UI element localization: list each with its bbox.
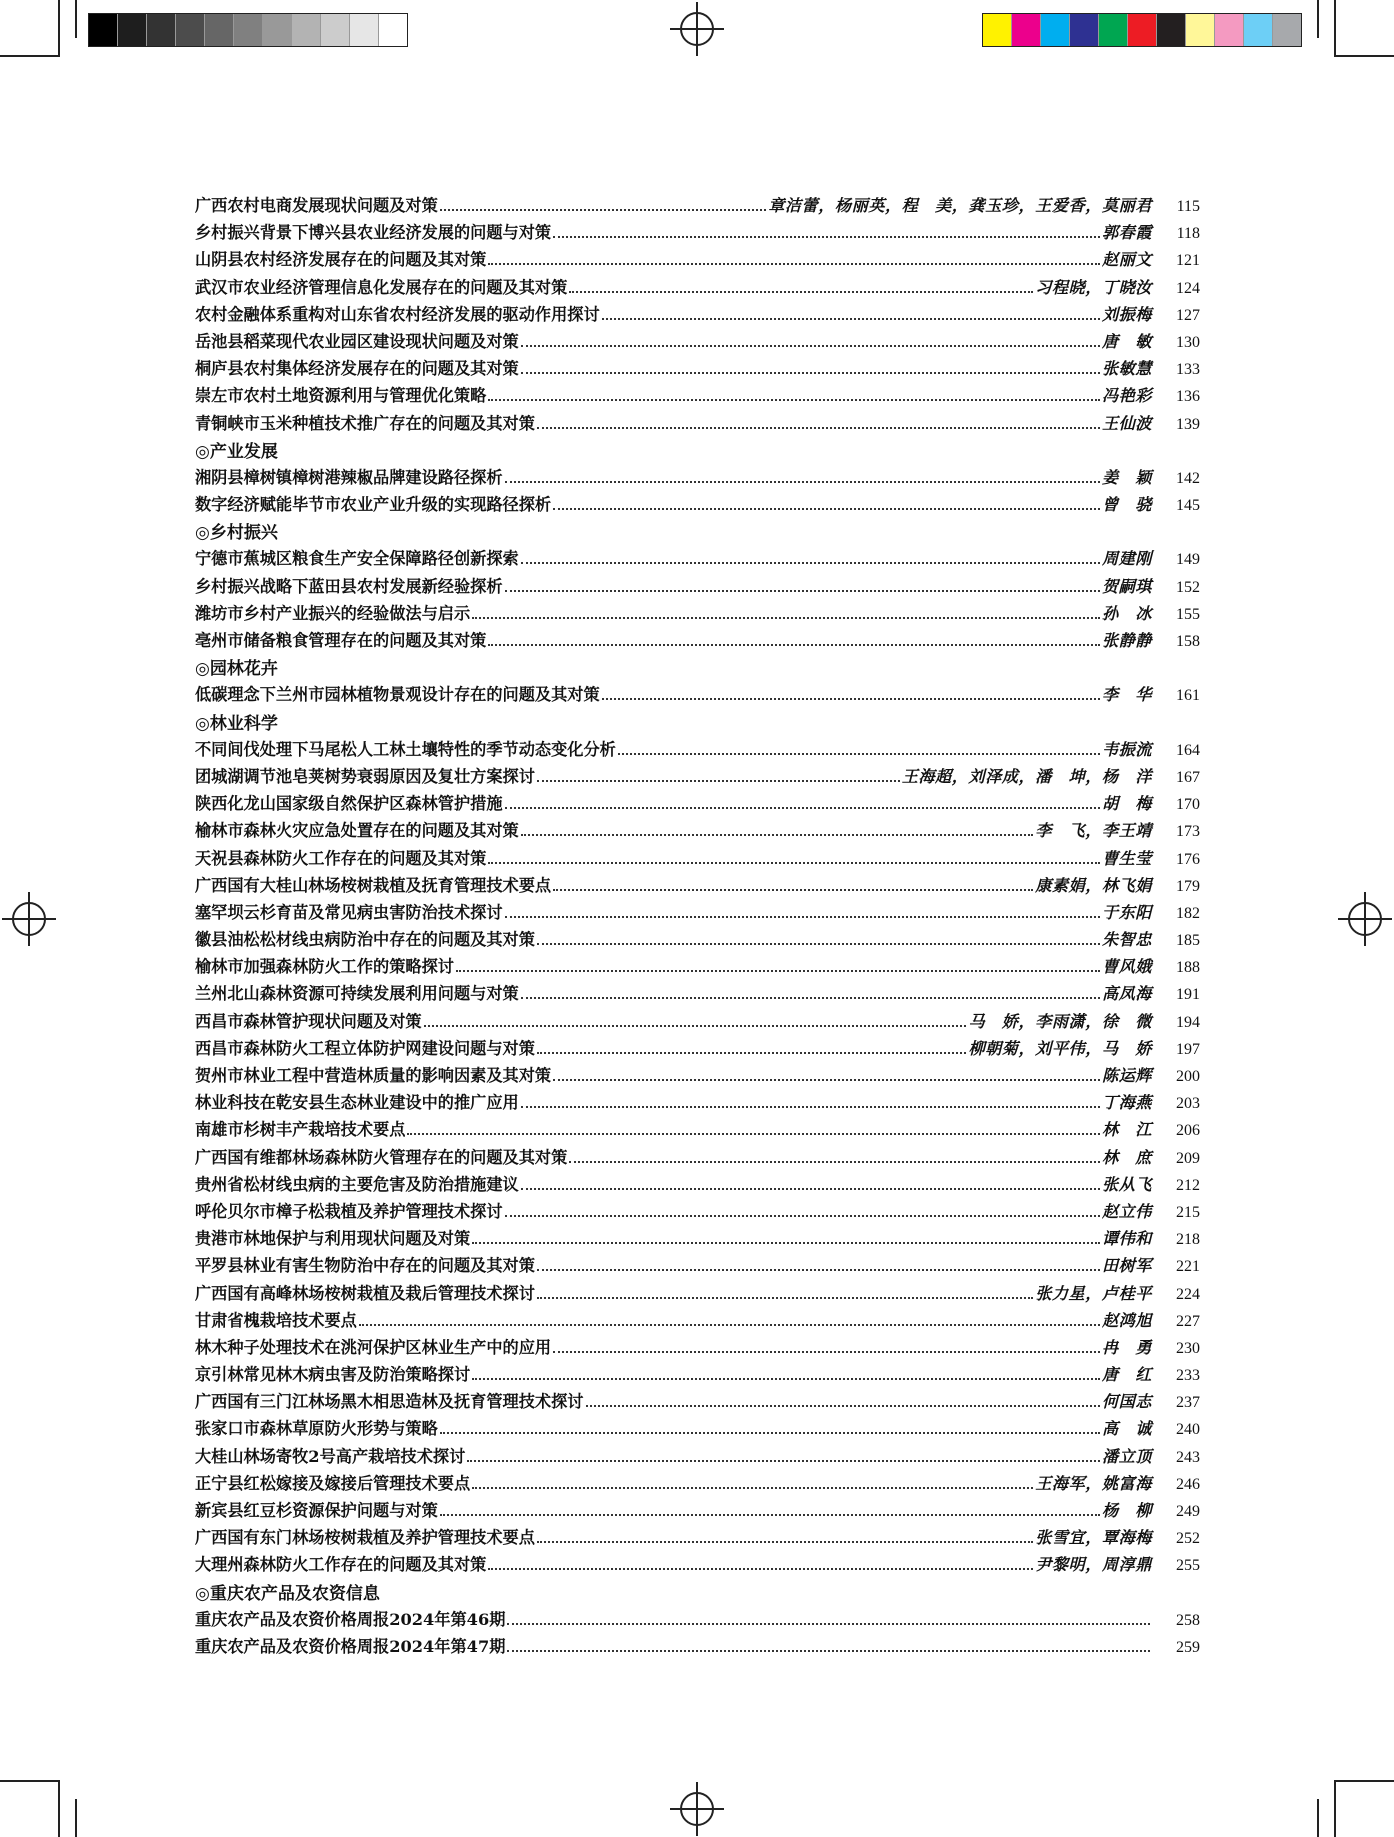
color-swatch: [321, 14, 350, 46]
page-number: 145: [1176, 497, 1200, 515]
toc-entry: [195, 790, 1200, 817]
toc-entry: [195, 301, 1200, 328]
dot-leader: [586, 1405, 1100, 1407]
article-title: 广西农村电商发展现状问题及对策: [195, 196, 438, 215]
dot-leader: [488, 263, 1100, 265]
registration-mark-top: [680, 12, 714, 46]
page-number: 182: [1176, 904, 1200, 922]
page-number: 200: [1176, 1068, 1200, 1085]
toc-entry: [195, 1497, 1200, 1524]
dot-leader: [602, 698, 1100, 700]
page-number: 218: [1176, 1231, 1200, 1249]
dot-leader: [537, 1052, 967, 1054]
article-title: 贵港市林地保护与利用现状问题及对策: [195, 1229, 471, 1249]
dot-leader: [507, 1650, 1150, 1652]
dot-leader: [505, 807, 1100, 809]
article-title: 广西国有高峰林场桉树栽植及栽后管理技术探讨: [195, 1283, 535, 1303]
color-swatch: [1273, 14, 1301, 46]
page-number: 227: [1176, 1312, 1200, 1330]
section-heading: [195, 654, 1200, 681]
article-author: 于东阳: [1101, 902, 1152, 922]
article-author: 胡 梅: [1101, 794, 1152, 814]
dot-leader: [505, 481, 1100, 483]
page-number: 167: [1176, 768, 1200, 786]
dot-leader: [488, 862, 1100, 864]
crop-mark: [1334, 0, 1336, 55]
color-swatch: [118, 14, 147, 46]
toc-entry: [195, 1035, 1200, 1062]
color-swatch: [1186, 14, 1215, 46]
article-author: 李 飞，李王靖: [1035, 821, 1152, 841]
section-title: ◎乡村振兴: [195, 523, 278, 544]
page-number: 115: [1176, 198, 1200, 215]
dot-leader: [521, 834, 1033, 836]
article-author: 高 诚: [1101, 1419, 1152, 1439]
toc-entry: [195, 573, 1200, 600]
article-title: 宁德市蕉城区粮食生产安全保障路径创新探索: [195, 549, 519, 569]
dot-leader: [521, 1188, 1100, 1190]
article-title: 广西国有大桂山林场桉树栽植及抚育管理技术要点: [195, 875, 552, 895]
page-number: 121: [1176, 252, 1200, 270]
article-title: 甘肃省槐栽培技术要点: [195, 1310, 357, 1330]
dot-leader: [407, 1133, 1100, 1135]
page-number: 142: [1176, 469, 1200, 487]
toc-entry: [195, 681, 1200, 708]
dot-leader: [521, 562, 1100, 564]
page-number: 233: [1176, 1367, 1200, 1385]
dot-leader: [424, 1025, 967, 1027]
toc-entry: [195, 192, 1200, 219]
color-swatch: [1128, 14, 1157, 46]
article-author: 林 江: [1101, 1120, 1152, 1140]
toc-entry: [195, 545, 1200, 572]
dot-leader: [553, 889, 1033, 891]
page-number: 161: [1176, 687, 1200, 705]
dot-leader: [507, 1623, 1150, 1625]
page-number: 206: [1176, 1122, 1200, 1140]
article-title: 西昌市森林管护现状问题及对策: [195, 1011, 422, 1031]
article-title: 林业科技在乾安县生态林业建设中的推广应用: [195, 1093, 519, 1113]
page-number: 152: [1176, 578, 1200, 596]
crop-mark: [1334, 55, 1394, 57]
page-number: 164: [1176, 741, 1200, 759]
color-swatch: [89, 14, 118, 46]
article-title: 武汉市农业经济管理信息化发展存在的问题及其对策: [195, 277, 568, 297]
dot-leader: [472, 1487, 1033, 1489]
article-title: 山阴县农村经济发展存在的问题及其对策: [195, 250, 487, 270]
page-number: 252: [1176, 1530, 1200, 1548]
page-number: 179: [1176, 877, 1200, 895]
article-author: 冯艳彩: [1101, 386, 1152, 406]
toc-entry: [195, 627, 1200, 654]
article-author: 唐 敏: [1101, 331, 1152, 351]
toc-entry: [195, 736, 1200, 763]
crop-mark: [58, 0, 60, 55]
dot-leader: [467, 1460, 1100, 1462]
toc-entry: [195, 246, 1200, 273]
article-author: 赵鸿旭: [1101, 1310, 1152, 1330]
cmyk-color-bar: [982, 13, 1302, 47]
color-swatch: [983, 14, 1012, 46]
article-title: 大理州森林防火工作存在的问题及其对策: [195, 1555, 487, 1575]
page-number: 230: [1176, 1339, 1200, 1357]
article-author: 谭伟和: [1101, 1229, 1152, 1249]
article-author: 林 庶: [1101, 1147, 1152, 1167]
dot-leader: [488, 399, 1100, 401]
page-number: 149: [1176, 551, 1200, 569]
article-author: 习程晓，丁晓汝: [1035, 277, 1152, 297]
dot-leader: [521, 372, 1100, 374]
color-swatch: [1012, 14, 1041, 46]
dot-leader: [359, 1324, 1100, 1326]
page-number: 255: [1176, 1557, 1200, 1575]
article-title: 塞罕坝云杉育苗及常见病虫害防治技术探讨: [195, 902, 503, 922]
crop-mark: [75, 1799, 77, 1837]
article-title: 桐庐县农村集体经济发展存在的问题及其对策: [195, 359, 519, 379]
article-author: 刘振梅: [1101, 304, 1152, 324]
article-author: 曹风娥: [1101, 957, 1152, 977]
article-title: 亳州市储备粮食管理存在的问题及其对策: [195, 631, 487, 650]
color-swatch: [1070, 14, 1099, 46]
dot-leader: [488, 1568, 1033, 1570]
article-author: 张力星，卢桂平: [1035, 1283, 1152, 1303]
toc-entry: [195, 1062, 1200, 1089]
dot-leader: [537, 943, 1100, 945]
dot-leader: [553, 1351, 1100, 1353]
dot-leader: [440, 1514, 1100, 1516]
dot-leader: [602, 318, 1100, 320]
toc-entry: [195, 1606, 1200, 1633]
toc-entry: [195, 1171, 1200, 1198]
article-title: 湘阴县樟树镇樟树港辣椒品牌建设路径探析: [195, 467, 503, 487]
dot-leader: [569, 1161, 1100, 1163]
toc-entry: [195, 382, 1200, 409]
crop-mark: [0, 55, 60, 57]
page-number: 176: [1176, 850, 1200, 868]
page-number: 258: [1176, 1611, 1200, 1629]
article-title: 重庆农产品及农资价格周报2024年第46期: [195, 1609, 506, 1629]
article-title: 张家口市森林草原防火形势与策略: [195, 1419, 438, 1439]
toc-entry: [195, 1144, 1200, 1171]
article-author: 周建刚: [1101, 549, 1152, 569]
article-title: 乡村振兴背景下博兴县农业经济发展的问题与对策: [195, 223, 552, 243]
toc-entry: [195, 1198, 1200, 1225]
toc-entry: [195, 328, 1200, 355]
dot-leader: [472, 1378, 1100, 1380]
article-author: 潘立顶: [1101, 1446, 1152, 1466]
article-author: 唐 红: [1101, 1365, 1152, 1385]
article-title: 徽县油松松材线虫病防治中存在的问题及其对策: [195, 930, 535, 950]
article-author: 康素娟，林飞娟: [1035, 875, 1152, 895]
section-heading: [195, 709, 1200, 736]
color-swatch: [1157, 14, 1186, 46]
article-author: 尹黎明，周淳鼎: [1035, 1555, 1152, 1575]
dot-leader: [505, 1215, 1100, 1217]
toc-entry: [195, 1524, 1200, 1551]
color-swatch: [176, 14, 205, 46]
article-author: 柳朝菊，刘平伟，马 娇: [968, 1038, 1152, 1058]
article-author: 何国志: [1101, 1392, 1152, 1412]
toc-entry: [195, 1307, 1200, 1334]
page-number: 139: [1176, 415, 1200, 433]
dot-leader: [537, 1297, 1033, 1299]
article-title: 南雄市杉树丰产栽培技术要点: [195, 1120, 406, 1140]
article-title: 榆林市森林火灾应急处置存在的问题及其对策: [195, 821, 519, 841]
article-author: 朱智忠: [1101, 930, 1152, 950]
article-title: 农村金融体系重构对山东省农村经济发展的驱动作用探讨: [195, 304, 600, 324]
toc-entry: [195, 926, 1200, 953]
article-author: 韦振流: [1101, 739, 1152, 759]
dot-leader: [472, 617, 1100, 619]
page-number: 158: [1176, 633, 1200, 650]
page-number: 194: [1176, 1013, 1200, 1031]
article-author: 贺嗣琪: [1101, 576, 1152, 596]
registration-mark-bottom: [680, 1792, 714, 1826]
article-title: 兰州北山森林资源可持续发展利用问题与对策: [195, 984, 519, 1004]
article-author: 赵立伟: [1101, 1201, 1152, 1221]
toc-entry: [195, 410, 1200, 437]
toc-entry: [195, 1225, 1200, 1252]
crop-mark: [58, 1782, 60, 1837]
page-number: 188: [1176, 959, 1200, 977]
article-author: 张静静: [1101, 631, 1152, 650]
toc-entry: [195, 600, 1200, 627]
grayscale-color-bar: [88, 13, 408, 47]
article-author: 张雪宜，覃海梅: [1035, 1528, 1152, 1548]
toc-entry: [195, 1089, 1200, 1116]
dot-leader: [537, 1541, 1033, 1543]
dot-leader: [488, 644, 1100, 646]
article-title: 平罗县林业有害生物防治中存在的问题及其对策: [195, 1256, 535, 1276]
crop-mark: [1317, 0, 1319, 38]
section-title: ◎重庆农产品及农资信息: [195, 1583, 380, 1604]
toc-entry: [195, 1551, 1200, 1578]
article-title: 呼伦贝尔市樟子松栽植及养护管理技术探讨: [195, 1201, 503, 1221]
toc-entry: [195, 491, 1200, 518]
article-author: 赵丽文: [1101, 250, 1152, 270]
toc-entry: [195, 845, 1200, 872]
page-number: 240: [1176, 1421, 1200, 1439]
article-title: 潍坊市乡村产业振兴的经验做法与启示: [195, 603, 471, 623]
color-swatch: [263, 14, 292, 46]
article-title: 数字经济赋能毕节市农业产业升级的实现路径探析: [195, 495, 552, 515]
dot-leader: [618, 753, 1100, 755]
article-title: 团城湖调节池皂荚树势衰弱原因及复壮方案探讨: [195, 766, 535, 786]
article-title: 京引林常见林木病虫害及防治策略探讨: [195, 1365, 471, 1385]
article-title: 广西国有三门江林场黑木相思造林及抚育管理技术探讨: [195, 1392, 584, 1412]
article-title: 天祝县森林防火工作存在的问题及其对策: [195, 848, 487, 868]
page-number: 237: [1176, 1394, 1200, 1412]
article-author: 田树军: [1101, 1256, 1152, 1276]
page-number: 215: [1176, 1203, 1200, 1221]
article-title: 新宾县红豆杉资源保护问题与对策: [195, 1501, 438, 1520]
page-number: 136: [1176, 388, 1200, 406]
toc-entry: [195, 1470, 1200, 1497]
crop-mark: [0, 1780, 60, 1782]
dot-leader: [440, 1432, 1100, 1434]
color-swatch: [379, 14, 407, 46]
toc-entry: [195, 980, 1200, 1007]
article-author: 姜 颖: [1101, 467, 1152, 487]
color-swatch: [1099, 14, 1128, 46]
page-number: 124: [1176, 279, 1200, 297]
page-number: 224: [1176, 1285, 1200, 1303]
article-title: 广西国有东门林场桉树栽植及养护管理技术要点: [195, 1528, 535, 1548]
page-number: 249: [1176, 1503, 1200, 1520]
dot-leader: [521, 345, 1100, 347]
toc-entry: [195, 1008, 1200, 1035]
article-author: 郭春霞: [1101, 223, 1152, 243]
article-title: 榆林市加强森林防火工作的策略探讨: [195, 957, 454, 977]
toc-entry: [195, 899, 1200, 926]
page-number: 246: [1176, 1475, 1200, 1493]
toc-entry: [195, 953, 1200, 980]
dot-leader: [553, 236, 1100, 238]
dot-leader: [569, 291, 1033, 293]
toc-entry: [195, 1633, 1200, 1660]
article-author: 高凤海: [1101, 984, 1152, 1004]
article-title: 西昌市森林防火工程立体防护网建设问题与对策: [195, 1038, 535, 1058]
crop-mark: [1334, 1782, 1336, 1837]
toc-entry: [195, 1388, 1200, 1415]
dot-leader: [521, 997, 1100, 999]
dot-leader: [472, 1242, 1100, 1244]
article-author: 孙 冰: [1101, 603, 1152, 623]
article-author: 张敏慧: [1101, 359, 1152, 379]
article-author: 冉 勇: [1101, 1337, 1152, 1357]
color-swatch: [234, 14, 263, 46]
page-number: 212: [1176, 1176, 1200, 1194]
article-author: 张从飞: [1101, 1174, 1152, 1194]
toc-entry: [195, 1361, 1200, 1388]
toc-entry: [195, 219, 1200, 246]
crop-mark: [75, 0, 77, 38]
dot-leader: [537, 1269, 1100, 1271]
section-heading: [195, 1579, 1200, 1606]
article-title: 正宁县红松嫁接及嫁接后管理技术要点: [195, 1473, 471, 1493]
dot-leader: [456, 970, 1100, 972]
page-number: 170: [1176, 796, 1200, 814]
article-author: 章洁蕾，杨丽英，程 美，龚玉珍，王爱香，莫丽君: [768, 196, 1152, 215]
page-number: 209: [1176, 1149, 1200, 1167]
article-author: 马 娇，李雨潇，徐 微: [968, 1011, 1152, 1031]
article-author: 曾 骁: [1101, 495, 1152, 515]
page-number: 259: [1176, 1638, 1200, 1656]
toc-entry: [195, 1334, 1200, 1361]
page-number: 127: [1176, 306, 1200, 324]
article-author: 李 华: [1101, 685, 1152, 705]
article-author: 王仙波: [1101, 413, 1152, 433]
article-title: 贺州市林业工程中营造林质量的影响因素及其对策: [195, 1066, 552, 1085]
page-number: 243: [1176, 1448, 1200, 1466]
page-number: 130: [1176, 333, 1200, 351]
article-title: 不同间伐处理下马尾松人工林土壤特性的季节动态变化分析: [195, 739, 616, 759]
article-author: 杨 柳: [1101, 1501, 1152, 1520]
page-number: 191: [1176, 986, 1200, 1004]
dot-leader: [553, 1079, 1100, 1081]
color-swatch: [350, 14, 379, 46]
toc-entry: [195, 1252, 1200, 1279]
page-number: 118: [1176, 225, 1200, 243]
dot-leader: [505, 590, 1100, 592]
dot-leader: [553, 508, 1100, 510]
toc-entry: [195, 763, 1200, 790]
article-title: 陕西化龙山国家级自然保护区森林管护措施: [195, 794, 503, 814]
dot-leader: [537, 427, 1100, 429]
color-swatch: [205, 14, 234, 46]
page-number: 221: [1176, 1258, 1200, 1276]
color-swatch: [1041, 14, 1070, 46]
article-title: 广西国有维都林场森林防火管理存在的问题及其对策: [195, 1147, 568, 1167]
color-swatch: [292, 14, 321, 46]
page-number: 173: [1176, 823, 1200, 841]
article-title: 岳池县稻菜现代农业园区建设现状问题及对策: [195, 331, 519, 351]
article-title: 林木种子处理技术在洮河保护区林业生产中的应用: [195, 1337, 552, 1357]
article-title: 贵州省松材线虫病的主要危害及防治措施建议: [195, 1174, 519, 1194]
article-title: 崇左市农村土地资源利用与管理优化策略: [195, 386, 487, 406]
toc-entry: [195, 1443, 1200, 1470]
page-number: 133: [1176, 361, 1200, 379]
section-title: ◎产业发展: [195, 441, 278, 462]
article-title: 乡村振兴战略下蓝田县农村发展新经验探析: [195, 576, 503, 596]
article-author: 王海军，姚富海: [1035, 1473, 1152, 1493]
color-swatch: [1244, 14, 1273, 46]
toc-entry: [195, 464, 1200, 491]
section-heading: [195, 437, 1200, 464]
toc-entry: [195, 1280, 1200, 1307]
page-number: 197: [1176, 1040, 1200, 1058]
article-author: 曹生莹: [1101, 848, 1152, 868]
article-author: 陈运辉: [1101, 1066, 1152, 1085]
toc-entry: [195, 1116, 1200, 1143]
toc-entry: [195, 872, 1200, 899]
toc-entry: [195, 817, 1200, 844]
page-number: 203: [1176, 1095, 1200, 1113]
toc-entry: [195, 1415, 1200, 1442]
article-title: 青铜峡市玉米种植技术推广存在的问题及其对策: [195, 413, 535, 433]
section-title: ◎林业科学: [195, 713, 278, 734]
registration-mark-right: [1348, 902, 1382, 936]
crop-mark: [1334, 1780, 1394, 1782]
section-title: ◎园林花卉: [195, 659, 278, 680]
toc-entry: [195, 274, 1200, 301]
registration-mark-left: [12, 902, 46, 936]
dot-leader: [440, 209, 766, 211]
dot-leader: [537, 780, 900, 782]
section-heading: [195, 518, 1200, 545]
toc-entry: [195, 355, 1200, 382]
table-of-contents: [195, 192, 1200, 1660]
article-title: 大桂山林场寄牧2号高产栽培技术探讨: [195, 1446, 466, 1466]
crop-mark: [1317, 1799, 1319, 1837]
page-number: 185: [1176, 932, 1200, 950]
color-swatch: [147, 14, 176, 46]
article-title: 重庆农产品及农资价格周报2024年第47期: [195, 1636, 506, 1656]
dot-leader: [505, 916, 1100, 918]
article-author: 丁海燕: [1101, 1093, 1152, 1113]
page-number: 155: [1176, 605, 1200, 623]
color-swatch: [1215, 14, 1244, 46]
article-title: 低碳理念下兰州市园林植物景观设计存在的问题及其对策: [195, 685, 600, 705]
dot-leader: [521, 1106, 1100, 1108]
article-author: 王海超，刘泽成，潘 坤，杨 洋: [901, 766, 1152, 786]
